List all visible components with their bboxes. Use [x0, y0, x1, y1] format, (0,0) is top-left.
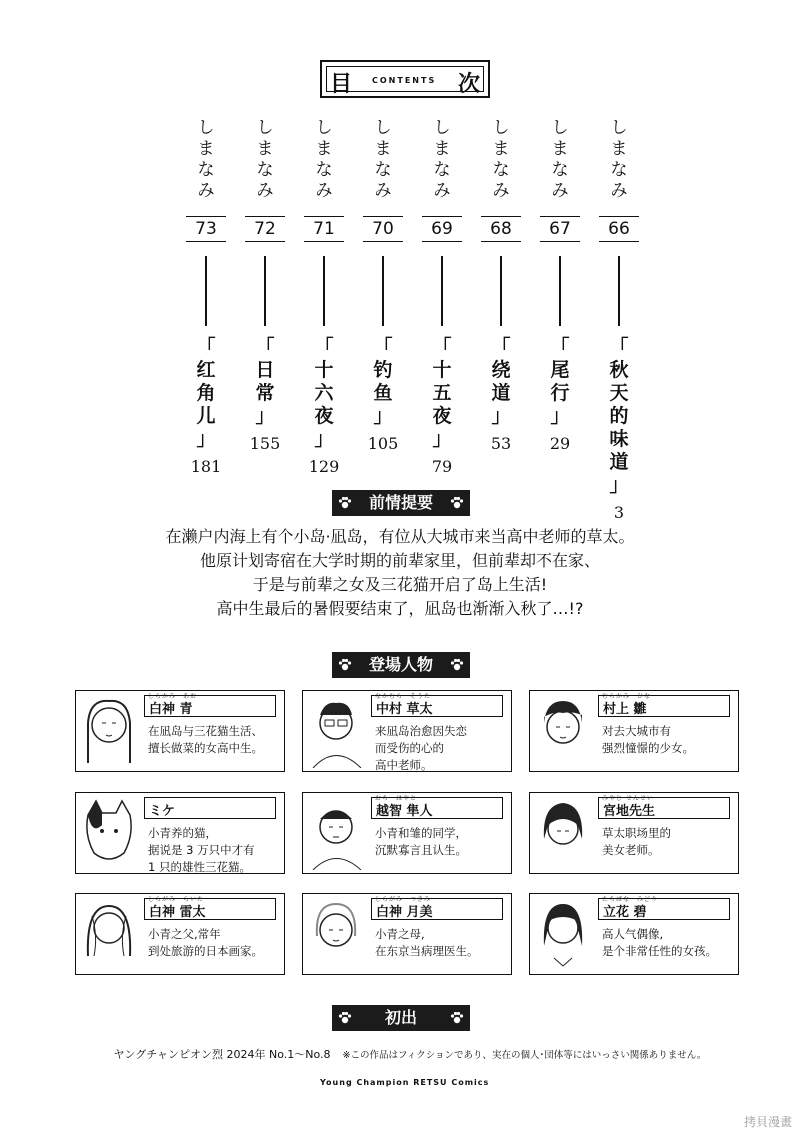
toc-title-char: 」: [373, 405, 393, 427]
toc-title-char: 红: [196, 359, 216, 381]
toc-title-char: 「: [314, 336, 334, 358]
character-portrait: [78, 795, 140, 870]
toc-series-char: み: [433, 181, 451, 201]
publication-info: [110, 1046, 710, 1062]
character-description-line: 1 只的雄性三花猫。: [148, 860, 251, 874]
toc-chapter-number: 66: [599, 216, 639, 242]
toc-series-char: ま: [256, 139, 274, 159]
character-description: [148, 926, 282, 960]
character-card: [75, 690, 285, 772]
toc-connector-line: [205, 256, 207, 326]
toc-chapter-number: 69: [422, 216, 462, 242]
toc-series-char: み: [610, 181, 628, 201]
toc-title-char: 天: [609, 382, 629, 404]
toc-chapter-number: 71: [304, 216, 344, 242]
character-description-line: 高中老师。: [375, 758, 433, 772]
toc-title-char: 「: [255, 336, 275, 358]
character-name-reading: おち はやと: [375, 795, 418, 802]
first-appearance-heading: 初出: [332, 1005, 470, 1031]
toc-series-char: ま: [492, 139, 510, 159]
character-description-line: 高人气偶像,: [602, 927, 664, 941]
character-name: 白神 青: [149, 702, 193, 717]
toc-series-char: ま: [610, 139, 628, 159]
character-name-box: [371, 695, 503, 717]
toc-chapter-title: [540, 336, 580, 428]
publication-text: ヤングチャンピオン烈 2024年 No.1～No.8: [113, 1048, 331, 1061]
character-portrait: [532, 896, 594, 971]
character-portrait: [305, 693, 367, 768]
synopsis-line: 在濑户内海上有个小岛·凪岛，有位从大城市来当高中老师的草太。: [165, 527, 635, 546]
character-description-line: 到处旅游的日本画家。: [148, 944, 263, 958]
toc-chapter-title: [481, 336, 521, 428]
toc-connector-line: [441, 256, 443, 326]
toc-connector-line: [264, 256, 266, 326]
toc-chapter-title: [599, 336, 639, 497]
character-portrait: [78, 896, 140, 971]
character-description: [602, 825, 736, 859]
toc-series-char: な: [315, 160, 333, 180]
toc-chapter-number: 72: [245, 216, 285, 242]
character-description: [148, 825, 282, 876]
character-name-reading: しらがみ つきみ: [375, 896, 432, 903]
toc-page-number: 3: [613, 503, 625, 522]
toc-series-char: み: [315, 181, 333, 201]
toc-series-char: み: [374, 181, 392, 201]
toc-title-char: 五: [432, 382, 452, 404]
toc-title-char: 」: [314, 428, 334, 450]
toc-chapter-title: [422, 336, 462, 451]
toc-series-name: [363, 118, 403, 202]
character-name: 越智 隼人: [376, 804, 433, 819]
toc-title-char: 鱼: [373, 382, 393, 404]
toc-series-char: な: [374, 160, 392, 180]
character-description-line: 在东京当病理医生。: [375, 944, 479, 958]
title-kanji-left: 目: [330, 72, 353, 97]
paw-icon: [450, 1011, 464, 1025]
character-card: [302, 893, 512, 975]
toc-page-number: 53: [490, 434, 512, 453]
character-portrait: [532, 693, 594, 768]
toc-connector-line: [382, 256, 384, 326]
title-contents-label: CONTENTS: [372, 76, 437, 85]
synopsis-text: [120, 525, 680, 621]
characters-heading: 登場人物: [332, 652, 470, 678]
character-description-line: 小青和雏的同学，: [375, 826, 467, 840]
toc-series-char: し: [315, 118, 333, 138]
toc-title-char: 夜: [432, 405, 452, 427]
character-card: [529, 690, 739, 772]
character-name-box: [144, 797, 276, 819]
toc-title-char: 「: [196, 336, 216, 358]
character-name: 白神 月美: [376, 905, 433, 920]
character-name: 宮地先生: [603, 804, 656, 819]
character-portrait: [305, 795, 367, 870]
toc-series-char: し: [433, 118, 451, 138]
character-description: [375, 723, 509, 774]
character-name-box: [144, 695, 276, 717]
character-name-box: [598, 695, 730, 717]
character-description-line: 在凪岛与三花猫生活、: [148, 724, 263, 738]
toc-title-char: 夜: [314, 405, 334, 427]
character-name-reading: むらかみ ひな: [602, 693, 652, 700]
character-description: [375, 926, 509, 960]
toc-series-name: [186, 118, 226, 202]
paw-icon: [338, 1011, 352, 1025]
toc-series-char: な: [492, 160, 510, 180]
toc-title-char: 行: [550, 382, 570, 404]
toc-title-char: 的: [609, 405, 629, 427]
toc-title-char: 」: [609, 474, 629, 496]
toc-page-number: 79: [431, 457, 453, 476]
toc-series-name: [481, 118, 521, 202]
character-portrait: [78, 693, 140, 768]
toc-title-char: 秋: [609, 359, 629, 381]
toc-series-char: ま: [374, 139, 392, 159]
character-description: [602, 926, 736, 960]
toc-page-number: 105: [367, 434, 399, 453]
toc-series-char: ま: [551, 139, 569, 159]
toc-series-name: [245, 118, 285, 202]
toc-title-char: 十: [432, 359, 452, 381]
series-label: Young Champion RETSU Comics: [320, 1078, 490, 1087]
toc-series-char: な: [610, 160, 628, 180]
toc-title-char: 常: [255, 382, 275, 404]
toc-title-char: 「: [491, 336, 511, 358]
character-description-line: 是个非常任性的女孩。: [602, 944, 717, 958]
character-card: [529, 792, 739, 874]
character-description-line: 小青之父,常年: [148, 927, 221, 941]
synopsis-line: 于是与前辈之女及三花猫开启了岛上生活!: [252, 575, 548, 594]
toc-title-char: 儿: [196, 405, 216, 427]
toc-title-char: 味: [609, 428, 629, 450]
toc-title-char: 日: [255, 359, 275, 381]
toc-connector-line: [618, 256, 620, 326]
toc-title-char: 绕: [491, 359, 511, 381]
toc-title-char: 」: [196, 428, 216, 450]
toc-series-char: み: [551, 181, 569, 201]
toc-chapter-number: 67: [540, 216, 580, 242]
character-card: [529, 893, 739, 975]
character-name: 村上 雛: [603, 702, 647, 717]
toc-series-name: [599, 118, 639, 202]
character-portrait: [305, 896, 367, 971]
character-description-line: 擅长做菜的女高中生。: [148, 741, 263, 755]
character-name-reading: しらかみ あお: [148, 693, 198, 700]
title-kanji-right: 次: [457, 72, 480, 97]
toc-chapter-number: 70: [363, 216, 403, 242]
toc-series-char: し: [197, 118, 215, 138]
toc-series-char: し: [374, 118, 392, 138]
toc-chapter-title: [245, 336, 285, 428]
synopsis-line: 高中生最后的暑假要结束了，凪岛也渐渐入秋了…!?: [216, 599, 584, 618]
character-description: [148, 723, 282, 757]
toc-page-number: 29: [549, 434, 571, 453]
character-card: [75, 893, 285, 975]
toc-series-char: ま: [315, 139, 333, 159]
toc-series-char: ま: [197, 139, 215, 159]
toc-connector-line: [559, 256, 561, 326]
character-card: [75, 792, 285, 874]
character-name-reading: しらがみ らいた: [148, 896, 205, 903]
character-description-line: 沉默寡言且认生。: [375, 843, 467, 857]
character-description-line: 小青养的猫，: [148, 826, 217, 840]
contents-title: [320, 60, 490, 98]
character-name: 中村 草太: [376, 702, 433, 717]
toc-series-char: な: [551, 160, 569, 180]
toc-series-name: [422, 118, 462, 202]
toc-series-char: な: [197, 160, 215, 180]
toc-connector-line: [323, 256, 325, 326]
toc-series-char: し: [551, 118, 569, 138]
toc-chapter-title: [186, 336, 226, 451]
toc-title-char: 钓: [373, 359, 393, 381]
character-name-reading: たちばな みどり: [602, 896, 659, 903]
fiction-disclaimer: ※この作品はフィクションであり、実在の個人･団体等にはいっさい関係ありません。: [342, 1050, 707, 1061]
character-description-line: 而受伤的心的: [375, 741, 444, 755]
toc-series-char: み: [197, 181, 215, 201]
toc-title-char: 「: [373, 336, 393, 358]
toc-title-char: 」: [491, 405, 511, 427]
toc-series-char: な: [256, 160, 274, 180]
toc-chapter-title: [363, 336, 403, 428]
toc-series-char: み: [492, 181, 510, 201]
toc-series-char: な: [433, 160, 451, 180]
toc-title-char: 十: [314, 359, 334, 381]
toc-series-char: し: [492, 118, 510, 138]
toc-title-char: 道: [491, 382, 511, 404]
character-card: [302, 690, 512, 772]
character-description-line: 据说是 3 万只中才有: [148, 843, 255, 857]
toc-page-number: 155: [249, 434, 281, 453]
toc-title-char: 」: [255, 405, 275, 427]
toc-title-char: 角: [196, 382, 216, 404]
character-portrait: [532, 795, 594, 870]
toc-title-char: 」: [550, 405, 570, 427]
paw-icon: [450, 496, 464, 510]
paw-icon: [450, 658, 464, 672]
character-name-box: [598, 797, 730, 819]
toc-title-char: 「: [550, 336, 570, 358]
toc-series-char: み: [256, 181, 274, 201]
toc-page-number: 181: [190, 457, 222, 476]
toc-title-char: 「: [609, 336, 629, 358]
character-name-box: [598, 898, 730, 920]
character-name-reading: みやじ せんせい: [602, 795, 654, 802]
character-name: ミケ: [149, 804, 176, 819]
toc-chapter-number: 68: [481, 216, 521, 242]
character-name-box: [371, 898, 503, 920]
toc-chapter-number: 73: [186, 216, 226, 242]
watermark: 拷貝漫畫: [743, 1115, 792, 1129]
character-card: [302, 792, 512, 874]
character-description-line: 草太职场里的: [602, 826, 671, 840]
character-description-line: 美女老师。: [602, 843, 660, 857]
character-name-box: [371, 797, 503, 819]
toc-connector-line: [500, 256, 502, 326]
toc-page-number: 129: [308, 457, 340, 476]
character-description: [602, 723, 736, 757]
toc-title-char: 」: [432, 428, 452, 450]
toc-series-char: ま: [433, 139, 451, 159]
character-description-line: 强烈憧憬的少女。: [602, 741, 694, 755]
synopsis-heading: 前情提要: [332, 490, 470, 516]
toc-chapter-title: [304, 336, 344, 451]
paw-icon: [338, 496, 352, 510]
toc-series-char: し: [610, 118, 628, 138]
character-description: [375, 825, 509, 859]
paw-icon: [338, 658, 352, 672]
toc-series-name: [304, 118, 344, 202]
toc-series-name: [540, 118, 580, 202]
toc-title-char: 「: [432, 336, 452, 358]
character-description-line: 小青之母,: [375, 927, 425, 941]
synopsis-line: 他原计划寄宿在大学时期的前辈家里，但前辈却不在家、: [199, 551, 600, 570]
toc-title-char: 六: [314, 382, 334, 404]
toc-series-char: し: [256, 118, 274, 138]
toc-title-char: 道: [609, 451, 629, 473]
character-name: 白神 雷太: [149, 905, 206, 920]
character-name-box: [144, 898, 276, 920]
toc-title-char: 尾: [550, 359, 570, 381]
character-description-line: 来凪岛治愈因失恋: [375, 724, 467, 738]
character-name: 立花 碧: [603, 905, 647, 920]
character-description-line: 对去大城市有: [602, 724, 671, 738]
character-name-reading: なかむら そうた: [375, 693, 432, 700]
